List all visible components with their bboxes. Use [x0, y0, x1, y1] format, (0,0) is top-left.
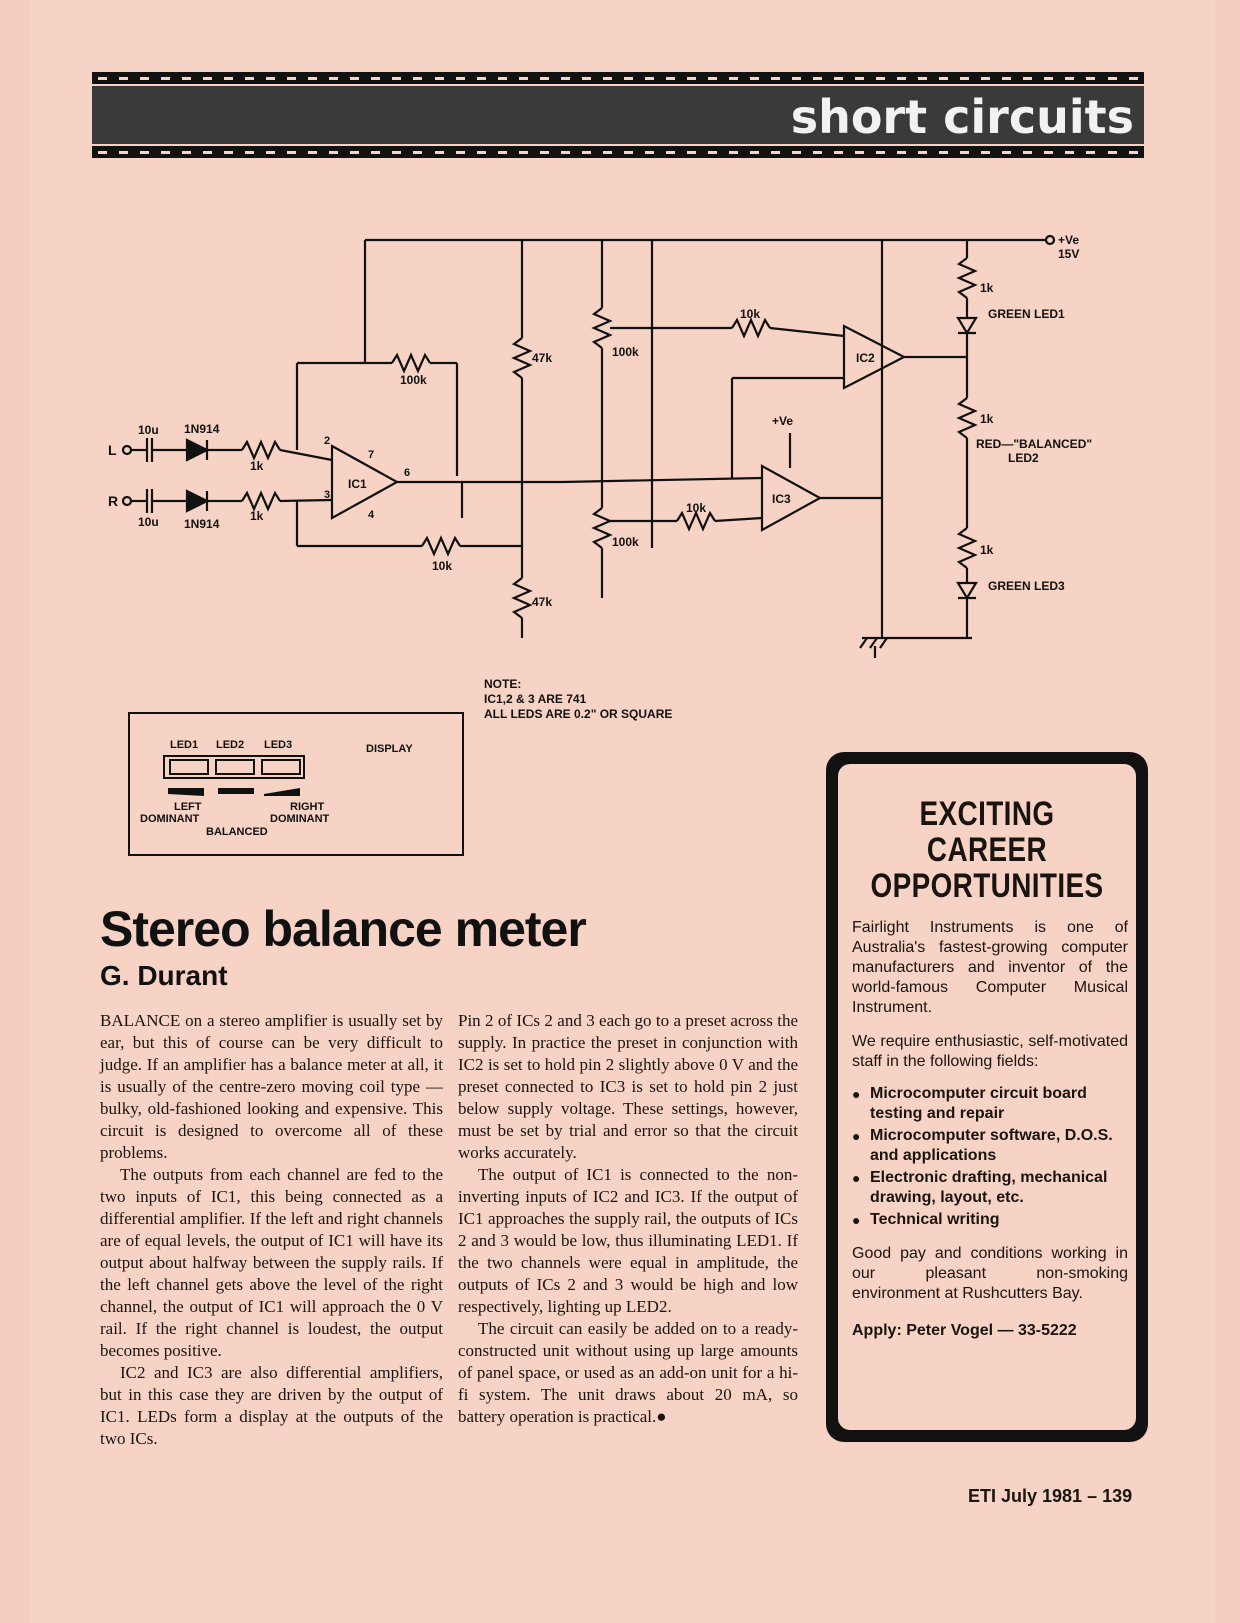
supply-label: +Ve: [1058, 233, 1080, 247]
film-strip-top: [92, 72, 1144, 84]
ad-intro: Fairlight Instruments is one of Australia's fastest-growing computer manufacturers and inventor of the world-famous Computer Musical Instrument.: [852, 919, 1128, 1016]
paragraph: Pin 2 of ICs 2 and 3 each go to a preset across the supply. In practice the preset in conjunction with IC2 is set to hold pin 2 slightly above 0 V and the preset connected to IC3 is set to hold pin 2 just below supply voltage. These settings, however, must be set by trial and error so that the circuit works accurately.: [458, 1011, 798, 1162]
led2-label: LED2: [1008, 451, 1039, 465]
pin-label: 7: [368, 449, 375, 461]
display-left-dominant: DOMINANT: [140, 813, 200, 825]
led-resistor-label: 1k: [980, 543, 994, 557]
ic2-label: IC2: [856, 351, 875, 365]
article-column-2: [458, 1010, 798, 1428]
display-right: RIGHT: [290, 801, 325, 813]
ad-fields-list: [838, 1084, 1136, 1230]
resistor-label: 1k: [250, 459, 264, 473]
diode-label: 1N914: [184, 517, 220, 531]
pin-label: 6: [404, 467, 411, 479]
list-item: ● Technical writing: [852, 1210, 1128, 1230]
resistor-label: 10k: [740, 307, 761, 321]
ad-apply: Apply: Peter Vogel — 33-5222: [852, 1322, 1077, 1339]
ad-heading-line: CAREER: [926, 831, 1048, 869]
input-right: R: [108, 493, 119, 509]
list-item: ● Microcomputer circuit board testing and repair: [852, 1084, 1128, 1124]
paragraph: The output of IC1 is connected to the non-inverting inputs of IC2 and IC3. If the output of IC1 approaches the supply rail, the outputs of ICs 2 and 3 would be low, thus illuminating LED1. If the two channels were equal in amplitude, the outputs of ICs 2 and 3 would be high and low respectively, lighting up LED2.: [458, 1165, 798, 1316]
ad-heading-line: OPPORTUNITIES: [870, 867, 1104, 905]
resistor-label: 10k: [432, 559, 453, 573]
paragraph: The outputs from each channel are fed to the two inputs of IC1, this being connected as a differential amplifier. If the left and right channels are of equal levels, the output of IC1 will have its output about halfway between the supply rails. If the left channel gets above the level of the right channel, the output of IC1 will approach the 0 V rail. If the right channel is loudest, the output becomes positive.: [100, 1165, 443, 1360]
pin-label: 4: [368, 509, 375, 521]
article-title: Stereo balance meter: [100, 901, 586, 957]
ic3-label: IC3: [772, 492, 791, 506]
job-advertisement: [826, 752, 1148, 1442]
circuit-schematic: [92, 218, 1162, 738]
section-banner: [92, 72, 1144, 158]
led3-label: GREEN LED3: [988, 579, 1065, 593]
resistor-label: 100k: [400, 373, 427, 387]
cap-label: 10u: [138, 423, 159, 437]
list-item: ● Microcomputer software, D.O.S. and applications: [852, 1126, 1128, 1166]
display-led2: LED2: [216, 739, 245, 751]
led-resistor-label: 1k: [980, 412, 994, 426]
resistor-label: 47k: [532, 595, 553, 609]
display-diagram: [128, 712, 464, 856]
article-column-1: [100, 1010, 443, 1450]
cap-label: 10u: [138, 515, 159, 529]
pin-label: 2: [324, 435, 331, 447]
paragraph: IC2 and IC3 are also differential amplifiers, but in this case they are driven by the output of IC1. LEDs form a display at the outputs of the two ICs.: [100, 1363, 443, 1448]
display-right-dominant: DOMINANT: [270, 813, 330, 825]
ad-content: [838, 764, 1136, 1430]
paragraph: BALANCE on a stereo amplifier is usually set by ear, but this of course can be very difficult to judge. If an amplifier has a balance meter at all, it is usually of the centre-zero moving coil type — bulky, old-fashioned looking and expensive. This circuit is designed to overcome all of these problems.: [100, 1011, 443, 1162]
display-left: LEFT: [174, 801, 202, 813]
input-left: L: [108, 442, 117, 458]
ad-conditions: Good pay and conditions working in our pleasant non-smoking environment at Rushcutters Bay.: [852, 1245, 1128, 1302]
display-led1: LED1: [170, 739, 199, 751]
supply-voltage: 15V: [1058, 247, 1080, 261]
display-balanced: BALANCED: [206, 826, 268, 838]
led-resistor-label: 1k: [980, 281, 994, 295]
ad-heading: [865, 796, 1109, 904]
pin-label: 3: [324, 489, 331, 501]
section-title: short circuits: [790, 90, 1134, 144]
ic1-label: IC1: [348, 477, 367, 491]
display-led3: LED3: [264, 739, 293, 751]
note-line: IC1,2 & 3 ARE 741: [484, 692, 587, 706]
resistor-label: 10k: [686, 501, 707, 515]
paragraph: The circuit can easily be added on to a ready-constructed unit without using up large amounts of panel space, or used as an add-on unit for a hi-fi system. The unit draws about 20 mA, so battery operation is practical.●: [458, 1319, 798, 1426]
note-heading: NOTE:: [484, 677, 522, 691]
list-item: ● Electronic drafting, mechanical drawing, layout, etc.: [852, 1168, 1128, 1208]
preset-label: 100k: [612, 535, 639, 549]
ad-requirement: We require enthusiastic, self-motivated staff in the following fields:: [852, 1033, 1128, 1070]
ad-conditions-block: [838, 1244, 1136, 1304]
led2-label: RED—"BALANCED": [976, 437, 1093, 451]
page-footer: ETI July 1981 – 139: [968, 1486, 1133, 1506]
banner-band: [92, 86, 1144, 144]
resistor-label: 47k: [532, 351, 553, 365]
preset-label: 100k: [612, 345, 639, 359]
vplus-label: +Ve: [772, 414, 794, 428]
diode-label: 1N914: [184, 422, 220, 436]
ad-heading-line: EXCITING: [919, 795, 1055, 833]
led1-label: GREEN LED1: [988, 307, 1065, 321]
note-line: ALL LEDS ARE 0.2" OR SQUARE: [484, 707, 673, 721]
resistor-label: 1k: [250, 509, 264, 523]
display-title: DISPLAY: [366, 743, 413, 755]
film-strip-bottom: [92, 146, 1144, 158]
article-author: G. Durant: [100, 960, 228, 991]
ad-body: [838, 918, 1136, 1072]
